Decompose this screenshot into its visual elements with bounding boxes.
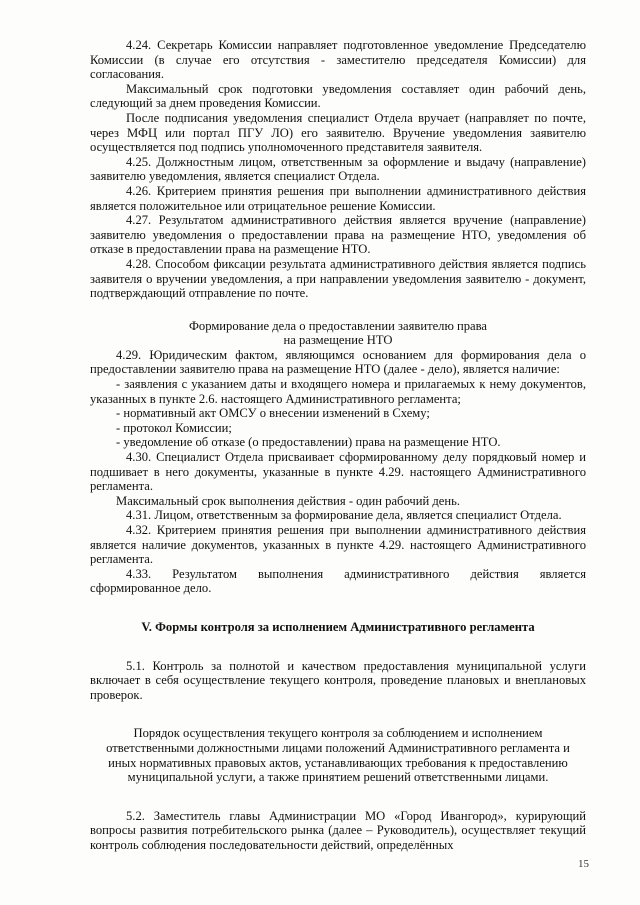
paragraph-4-28: 4.28. Способом фиксации результата административного действия является подпись заявителя о вручении уведомления, а при направлении уведомления заявителю - документ, подтверждающий отправление по почте. xyxy=(90,256,586,301)
list-item: - уведомление об отказе (о предоставлении) права на размещение НТО. xyxy=(116,435,501,450)
section-heading xyxy=(90,319,586,348)
paragraph-4-25: 4.25. Должностным лицом, ответственным за оформление и выдачу (направление) заявителю уведомления, является специалист Отдела. xyxy=(90,154,586,184)
paragraph-4-30: 4.30. Специалист Отдела присваивает сформированному делу порядковый номер и подшивает в него документы, указанные в пункте 4.29. настоящего Административного регламента. xyxy=(90,450,586,494)
paragraph-5-2: 5.2. Заместитель главы Администрации МО «Город Ивангород», курирующий вопросы развития потребительского рынка (далее – Руководитель), осуществляет текущий контроль соблюдения последовательности действий, определённых xyxy=(90,808,586,852)
paragraph-max-term-action: Максимальный срок выполнения действия - один рабочий день. xyxy=(116,493,461,508)
paragraph-4-24: 4.24. Секретарь Комиссии направляет подготовленное уведомление Председателю Комиссии (в случае его отсутствия - заместителю председателя Комиссии) для согласования. xyxy=(90,38,586,82)
paragraph-4-27: 4.27. Результатом административного действия является вручение (направление) заявителю уведомления о предоставлении права на размещение НТО, уведомления об отказе в предоставлении права на размещение НТО. xyxy=(90,213,586,257)
paragraph-4-32: 4.32. Критерием принятия решения при выполнении административного действия является наличие документов, указанных в пункте 4.29. настоящего Административного регламента. xyxy=(90,523,586,567)
paragraph-max-term-notice: Максимальный срок подготовки уведомления составляет один рабочий день, следующий за днем проведения Комиссии. xyxy=(90,81,586,111)
section-heading-line1: Формирование дела о предоставлении заявителю права xyxy=(188,318,488,333)
paragraph-4-29: 4.29. Юридическим фактом, являющимся основанием для формирования дела о предоставлении заявителю права на размещение НТО (далее - дело), является наличие: xyxy=(90,347,586,377)
paragraph-4-31: 4.31. Лицом, ответственным за формирование дела, является специалист Отдела. xyxy=(126,508,562,523)
list-item: - нормативный акт ОМСУ о внесении изменений в Схему; xyxy=(116,406,430,421)
section-heading-line2: на размещение НТО xyxy=(283,333,393,348)
paragraph-4-26: 4.26. Критерием принятия решения при выполнении административного действия является положительное или отрицательное решение Комиссии. xyxy=(90,183,586,213)
list-item: - протокол Комиссии; xyxy=(116,420,232,435)
subsection-heading: Порядок осуществления текущего контроля за соблюдением и исполнением ответственными должностными лицами положений Административного регламента и иных нормативных правовых актов, устанавливающих требования к предоставлению муниципальной услуги, а также принятием решений ответственными лицами. xyxy=(106,726,570,785)
paragraph-5-1: 5.1. Контроль за полнотой и качеством предоставления муниципальной услуги включает в себя осуществление текущего контроля, проведение плановых и внеплановых проверок. xyxy=(90,658,586,702)
list-item: - заявления с указанием даты и входящего номера и прилагаемых к нему документов, указанных в пункте 2.6. настоящего Административного регламента; xyxy=(90,377,586,406)
paragraph-delivery: После подписания уведомления специалист Отдела вручает (направляет по почте, через МФЦ или портал ПГУ ЛО) его заявителю. Вручение уведомления заявителю осуществляется под подпись уполномоченного представителя заявителя. xyxy=(90,110,586,155)
paragraph-4-33: 4.33. Результатом выполнения административного действия является сформированное дело. xyxy=(90,566,586,596)
page-number: 15 xyxy=(578,858,589,870)
chapter-heading: V. Формы контроля за исполнением Административного регламента xyxy=(141,619,535,634)
document-body xyxy=(90,38,586,853)
